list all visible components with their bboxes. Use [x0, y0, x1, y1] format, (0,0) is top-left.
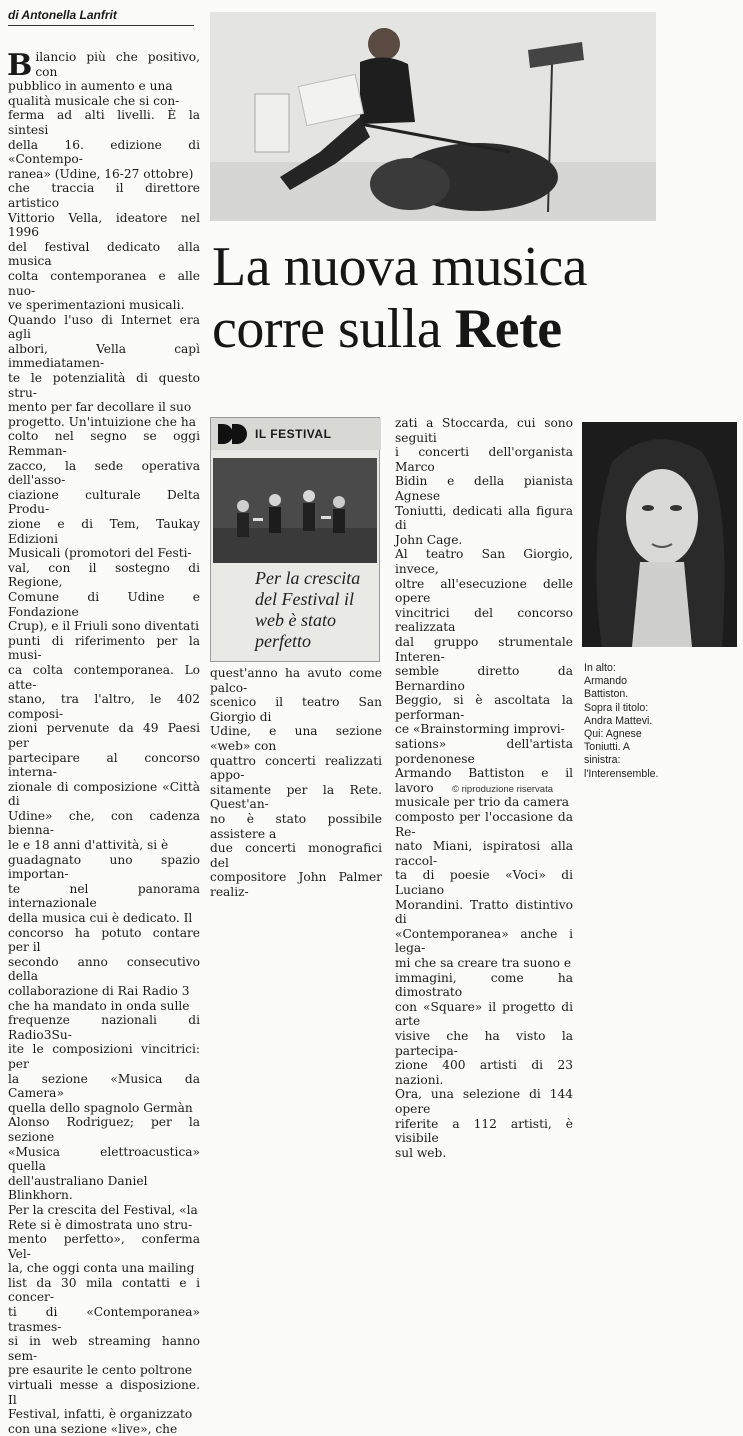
headline-line-2: corre sulla Rete [212, 298, 562, 360]
copyright-icon: © [452, 784, 462, 795]
column-1-text: ilancio più che positivo, con pubblico in aumento e una qualità musicale che si con- ferma ad alti livelli. È la sintesi della 16. edizione di «Contempo- ranea» (Udine, 16-27 ottobre) che traccia il direttore artistico Vittorio Vella, ideatore nel 1996 del festival dedicato alla musica colta contemporanea e alle nuo- ve sperimentazioni musicali. Quando l'uso di Internet era agli albori, Vella capì immediatamen- te le potenzialità di questo stru- mento per far decollare il suo progetto. Un'intuizione che ha colto nel segno se oggi Remman- zacco, la sede operativa dell'asso- ciazione culturale Delta Produ- zione e di Tem, Taukay Edizioni Musicali (promotori del Festi- val, con il sostegno di Regione, Comune di Udine e Fondazione Crup), e il Friuli sono diventati punti di riferimento per la musi- ca colta contemporanea. Lo atte- stano, tra l'altro, le 402 composi- zioni pervenute da 49 Paesi per partecipare al concorso interna- zionale di composizione «Città di Udine» che, con cadenza bienna- le e 18 anni d'attività, si è guadagnato uno spazio importan- te nel panorama internazionale della musica cui è dedicato. Il concorso ha potuto contare per il secondo anno consecutivo della collaborazione di Rai Radio 3 che ha mandato in onda sulle frequenze nazionali di Radio3Su- ite le composizioni vincitrici: per la sezione «Musica da Camera» quella dello spagnolo Germàn Alonso Rodriguez; per la sezione «Musica elettroacustica» quella dell'australiano Daniel Blinkhorn. Per la crescita del Festival, «la Rete si è dimostrata uno stru- mento perfetto», conferma Vel- la, che oggi conta una mailing list da 30 mila contatti e i concer- ti di «Contemporanea» trasmes- si in web streaming hanno sem- pre esaurite le cento poltrone virtuali messe a disposizione. Il Festival, infatti, è organizzato con una sezione «live», che [8, 50, 200, 1436]
photo-interensemble [213, 458, 377, 563]
headline [212, 236, 717, 360]
article-column-2: quest'anno ha avuto come palco- scenico il teatro San Giorgio di Udine, e una sezione «web» con quattro concerti realizzati appo- sitamente per la Rete. Quest'an- no è stato possibile assistere a due concerti monografici del compositore John Palmer realiz- [210, 666, 382, 899]
festival-label: IL FESTIVAL [255, 427, 332, 441]
festival-sidebar-box [210, 417, 380, 662]
headline-bold-word: Rete [454, 298, 562, 360]
article-column-1 [7, 48, 200, 1436]
headline-line-1: La nuova musica [212, 236, 588, 298]
photo-agnese-toniutti [582, 422, 737, 647]
pull-quote: Per la crescita del Festival il web è stato perfetto [255, 568, 361, 651]
copyright-notice: © riproduzione riservata [452, 784, 553, 795]
article-column-3: zati a Stoccarda, cui sono seguiti i concerti dell'organista Marco Bidin e della pianista Agnese Toniutti, dedicati alla figura di John Cage. Al teatro San Giorgio, invece, oltre all'esecuzione delle opere vincitrici del concorso realizzata dal gruppo strumentale Interen- semble diretto da Bernardino Beggio, si è ascoltata la performan- ce «Brainstorming improvi- sations» dell'artista pordenonese Armando Battiston e il lavoro musicale per trio da camera composto per l'occasione da Re- nato Miani, ispiratosi alla raccol- ta di poesie «Voci» di Luciano Morandini. Tratto distintivo di «Contemporanea» anche i lega- mi che sa creare tra suono e immagini, come ha dimostrato con «Square» il progetto di arte visive che ha visto la partecipa- zione 400 artisti di 23 nazioni. Ora, una selezione di 144 opere riferite a 112 artisti, è visibile sul web. [395, 416, 573, 1160]
drop-cap: B [7, 48, 33, 83]
double-chevron-icon [217, 423, 249, 445]
photo-caption: In alto: Armando Battiston. Sopra il titolo: Andra Mattevi. Qui: Agnese Toniutti. A sinistra: l'Interensemble. [584, 662, 659, 780]
photo-musician-cello [210, 12, 656, 221]
byline: di Antonella Lanfrit [8, 8, 194, 26]
festival-header [211, 418, 381, 450]
